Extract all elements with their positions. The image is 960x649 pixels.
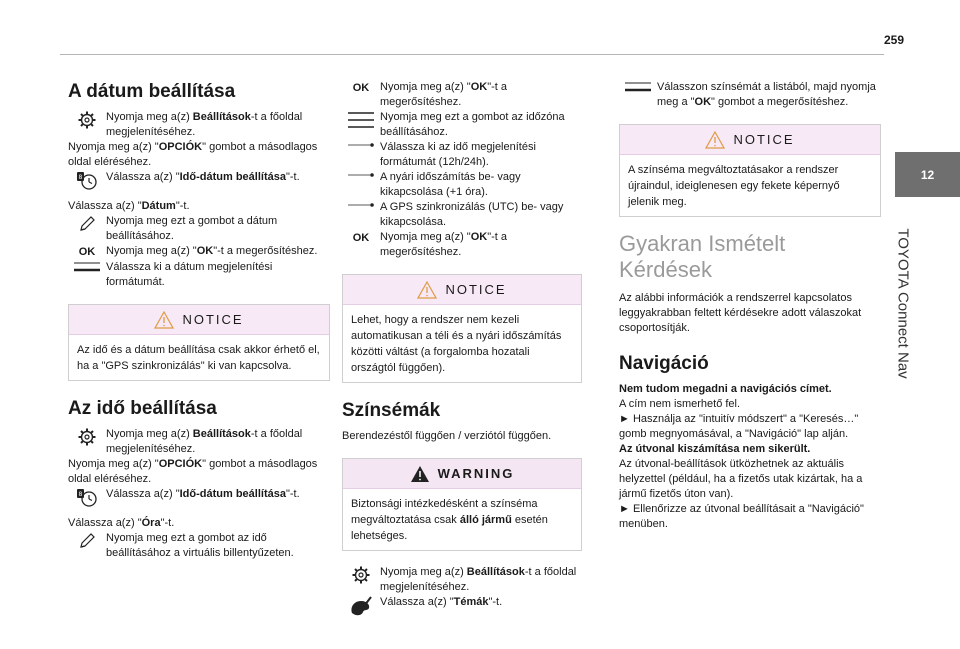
date-step-options-text: Nyomja meg a(z) "OPCIÓK" gombot a másodlagos oldal eléréséhez. xyxy=(68,141,318,168)
format-list-icon xyxy=(68,260,106,273)
theme-notice-label: NOTICE xyxy=(733,132,795,147)
date-step-ok-text: Nyomja meg a(z) "OK"-t a megerősítéshez. xyxy=(106,245,318,257)
question-2: Az útvonal kiszámítása nem sikerült. xyxy=(619,443,811,455)
date-notice-box xyxy=(68,304,330,381)
caution-triangle-icon xyxy=(705,131,725,149)
themes-step-select-text: Válassza a(z) "Témák"-t. xyxy=(380,596,503,608)
toggle-line-icon xyxy=(342,200,380,209)
svg-text:8: 8 xyxy=(78,174,83,181)
clock-settings-icon xyxy=(68,170,106,191)
answer-1-bullet: ► Használja az "intuitív módszert" a "Keresés…" gomb megnyomásával, a "Navigáció" lap alján. xyxy=(619,413,859,440)
dst-notice-label: NOTICE xyxy=(445,282,507,297)
answer-2-bullet: ► Ellenőrizze az útvonal beállításait a "Navigáció" menüben. xyxy=(619,503,864,530)
date-notice-label: NOTICE xyxy=(182,312,244,327)
theme-notice-text: A színséma megváltoztatásakor a rendszer újraindul, ideiglenesen egy fekete képernyő jelenik meg. xyxy=(628,164,840,208)
left-column xyxy=(68,80,330,561)
toggle-line-icon xyxy=(342,140,380,149)
chapter-title xyxy=(893,218,913,388)
date-step-date-text: Válassza a(z) "Dátum"-t. xyxy=(68,200,190,212)
navigation-title: Navigáció xyxy=(619,353,709,374)
pencil-icon xyxy=(68,531,106,550)
date-step-format xyxy=(68,260,330,290)
dst-notice-header xyxy=(343,275,581,305)
time-step-time-date-text: Válassza a(z) "Idő-dátum beállítása"-t. xyxy=(106,488,300,500)
themes-warning-header xyxy=(343,459,581,489)
clock-settings-icon xyxy=(68,487,106,508)
chapter-title-text: TOYOTA Connect Nav xyxy=(894,227,912,379)
time-step-edit-text: Nyomja meg ezt a gombot az idő beállításához a virtuális billentyűzeten. xyxy=(106,532,294,559)
time-step-hour-text: Válassza a(z) "Óra"-t. xyxy=(68,517,175,529)
faq-title: Gyakran Ismételt Kérdések xyxy=(619,231,786,282)
theme-notice-header xyxy=(620,125,880,155)
date-notice-text: Az idő és a dátum beállítása csak akkor érhető el, ha a "GPS szinkronizálás" ki van kapcsolva. xyxy=(77,344,320,372)
date-step-edit xyxy=(68,214,330,244)
timezone-step-text: Nyomja meg ezt a gombot az időzóna beállításához. xyxy=(380,111,565,138)
caution-triangle-icon xyxy=(417,281,437,299)
themes-intro: Berendezéstől függően / verziótól függően. xyxy=(342,430,552,442)
palette-brush-icon xyxy=(342,595,380,618)
themes-warning-label: WARNING xyxy=(437,466,515,481)
gps-sync-step xyxy=(342,200,582,230)
dst-step xyxy=(342,170,582,200)
time-step-options-text: Nyomja meg a(z) "OPCIÓK" gombot a másodlagos oldal eléréséhez. xyxy=(68,458,318,485)
format-list-icon xyxy=(619,80,657,93)
ok-icon: OK xyxy=(352,232,370,244)
time-format-step xyxy=(342,140,582,170)
time-step-edit xyxy=(68,531,330,561)
faq-intro: Az alábbi információk a rendszerrel kapcsolatos leggyakrabban feltett kérdésekre adott válaszokat csoportosítják. xyxy=(619,292,862,334)
dst-notice-text: Lehet, hogy a rendszer nem kezeli automatikusan a téli és a nyári időszámítás közötti váltást (a forgalomba hozatali országtól függően). xyxy=(351,314,562,374)
right-column xyxy=(619,80,881,532)
answer-1-line: A cím nem ismerhető fel. xyxy=(619,398,741,410)
themes-warning-text: Biztonsági intézkedésként a színséma megváltoztatása csak álló jármű esetén lehetséges. xyxy=(351,498,548,542)
themes-section-title: Színsémák xyxy=(342,400,441,421)
svg-text:8: 8 xyxy=(78,491,83,498)
time-section-title: Az idő beállítása xyxy=(68,398,217,419)
pencil-icon xyxy=(68,214,106,233)
date-section-title: A dátum beállítása xyxy=(68,81,236,102)
menu-lines-icon xyxy=(342,110,380,129)
time-step-ok xyxy=(342,80,582,110)
time-format-step-text: Válassza ki az idő megjelenítési formátumát (12h/24h). xyxy=(380,141,536,168)
dst-step-text: A nyári időszámítás be- vagy kikapcsolása (+1 óra). xyxy=(380,171,521,198)
gps-sync-step-text: A GPS szinkronizálás (UTC) be- vagy kikapcsolása. xyxy=(380,201,564,228)
date-step-edit-text: Nyomja meg ezt a gombot a dátum beállításához. xyxy=(106,215,278,242)
settings-gear-icon xyxy=(68,110,106,129)
themes-step-settings-text: Nyomja meg a(z) Beállítások-t a főoldal megjelenítéséhez. xyxy=(380,566,577,593)
dst-notice-box xyxy=(342,274,582,383)
date-step-ok xyxy=(68,244,330,260)
theme-notice-box xyxy=(619,124,881,217)
header-rule xyxy=(60,54,884,55)
theme-choose-text: Válasszon színsémát a listából, majd nyomja meg a "OK" gombot a megerősítéshez. xyxy=(657,81,876,108)
chapter-tab: 12 xyxy=(895,152,960,197)
theme-choose-step xyxy=(619,80,881,110)
page-number: 259 xyxy=(884,33,905,47)
themes-step-select xyxy=(342,595,582,618)
ok-icon: OK xyxy=(78,246,96,258)
settings-gear-icon xyxy=(342,565,380,584)
date-step-format-text: Válassza ki a dátum megjelenítési formátumát. xyxy=(106,261,273,288)
date-step-time-date xyxy=(68,170,330,191)
date-step-settings-text: Nyomja meg a(z) Beállítások-t a főoldal megjelenítéséhez. xyxy=(106,111,303,138)
confirm-step-text: Nyomja meg a(z) "OK"-t a megerősítéshez. xyxy=(380,231,508,258)
time-step-settings-text: Nyomja meg a(z) Beállítások-t a főoldal megjelenítéséhez. xyxy=(106,428,303,455)
middle-column xyxy=(342,80,582,618)
settings-gear-icon xyxy=(68,427,106,446)
warning-triangle-icon xyxy=(410,465,430,483)
ok-icon: OK xyxy=(352,82,370,94)
timezone-step xyxy=(342,110,582,140)
time-step-time-date xyxy=(68,487,330,508)
toggle-line-icon xyxy=(342,170,380,179)
date-step-settings xyxy=(68,110,330,140)
date-step-time-date-text: Válassza a(z) "Idő-dátum beállítása"-t. xyxy=(106,171,300,183)
question-1: Nem tudom megadni a navigációs címet. xyxy=(619,383,832,395)
answer-2-line: Az útvonal-beállítások ütközhetnek az aktuális helyzettel (például, ha a fizetős utak kizártak, ha a jármű fizetős úton van). xyxy=(619,458,863,500)
caution-triangle-icon xyxy=(154,311,174,329)
themes-warning-box xyxy=(342,458,582,551)
time-step-ok-text: Nyomja meg a(z) "OK"-t a megerősítéshez. xyxy=(380,81,508,108)
confirm-step xyxy=(342,230,582,260)
time-step-settings xyxy=(68,427,330,457)
date-notice-header xyxy=(69,305,329,335)
themes-step-settings xyxy=(342,565,582,595)
